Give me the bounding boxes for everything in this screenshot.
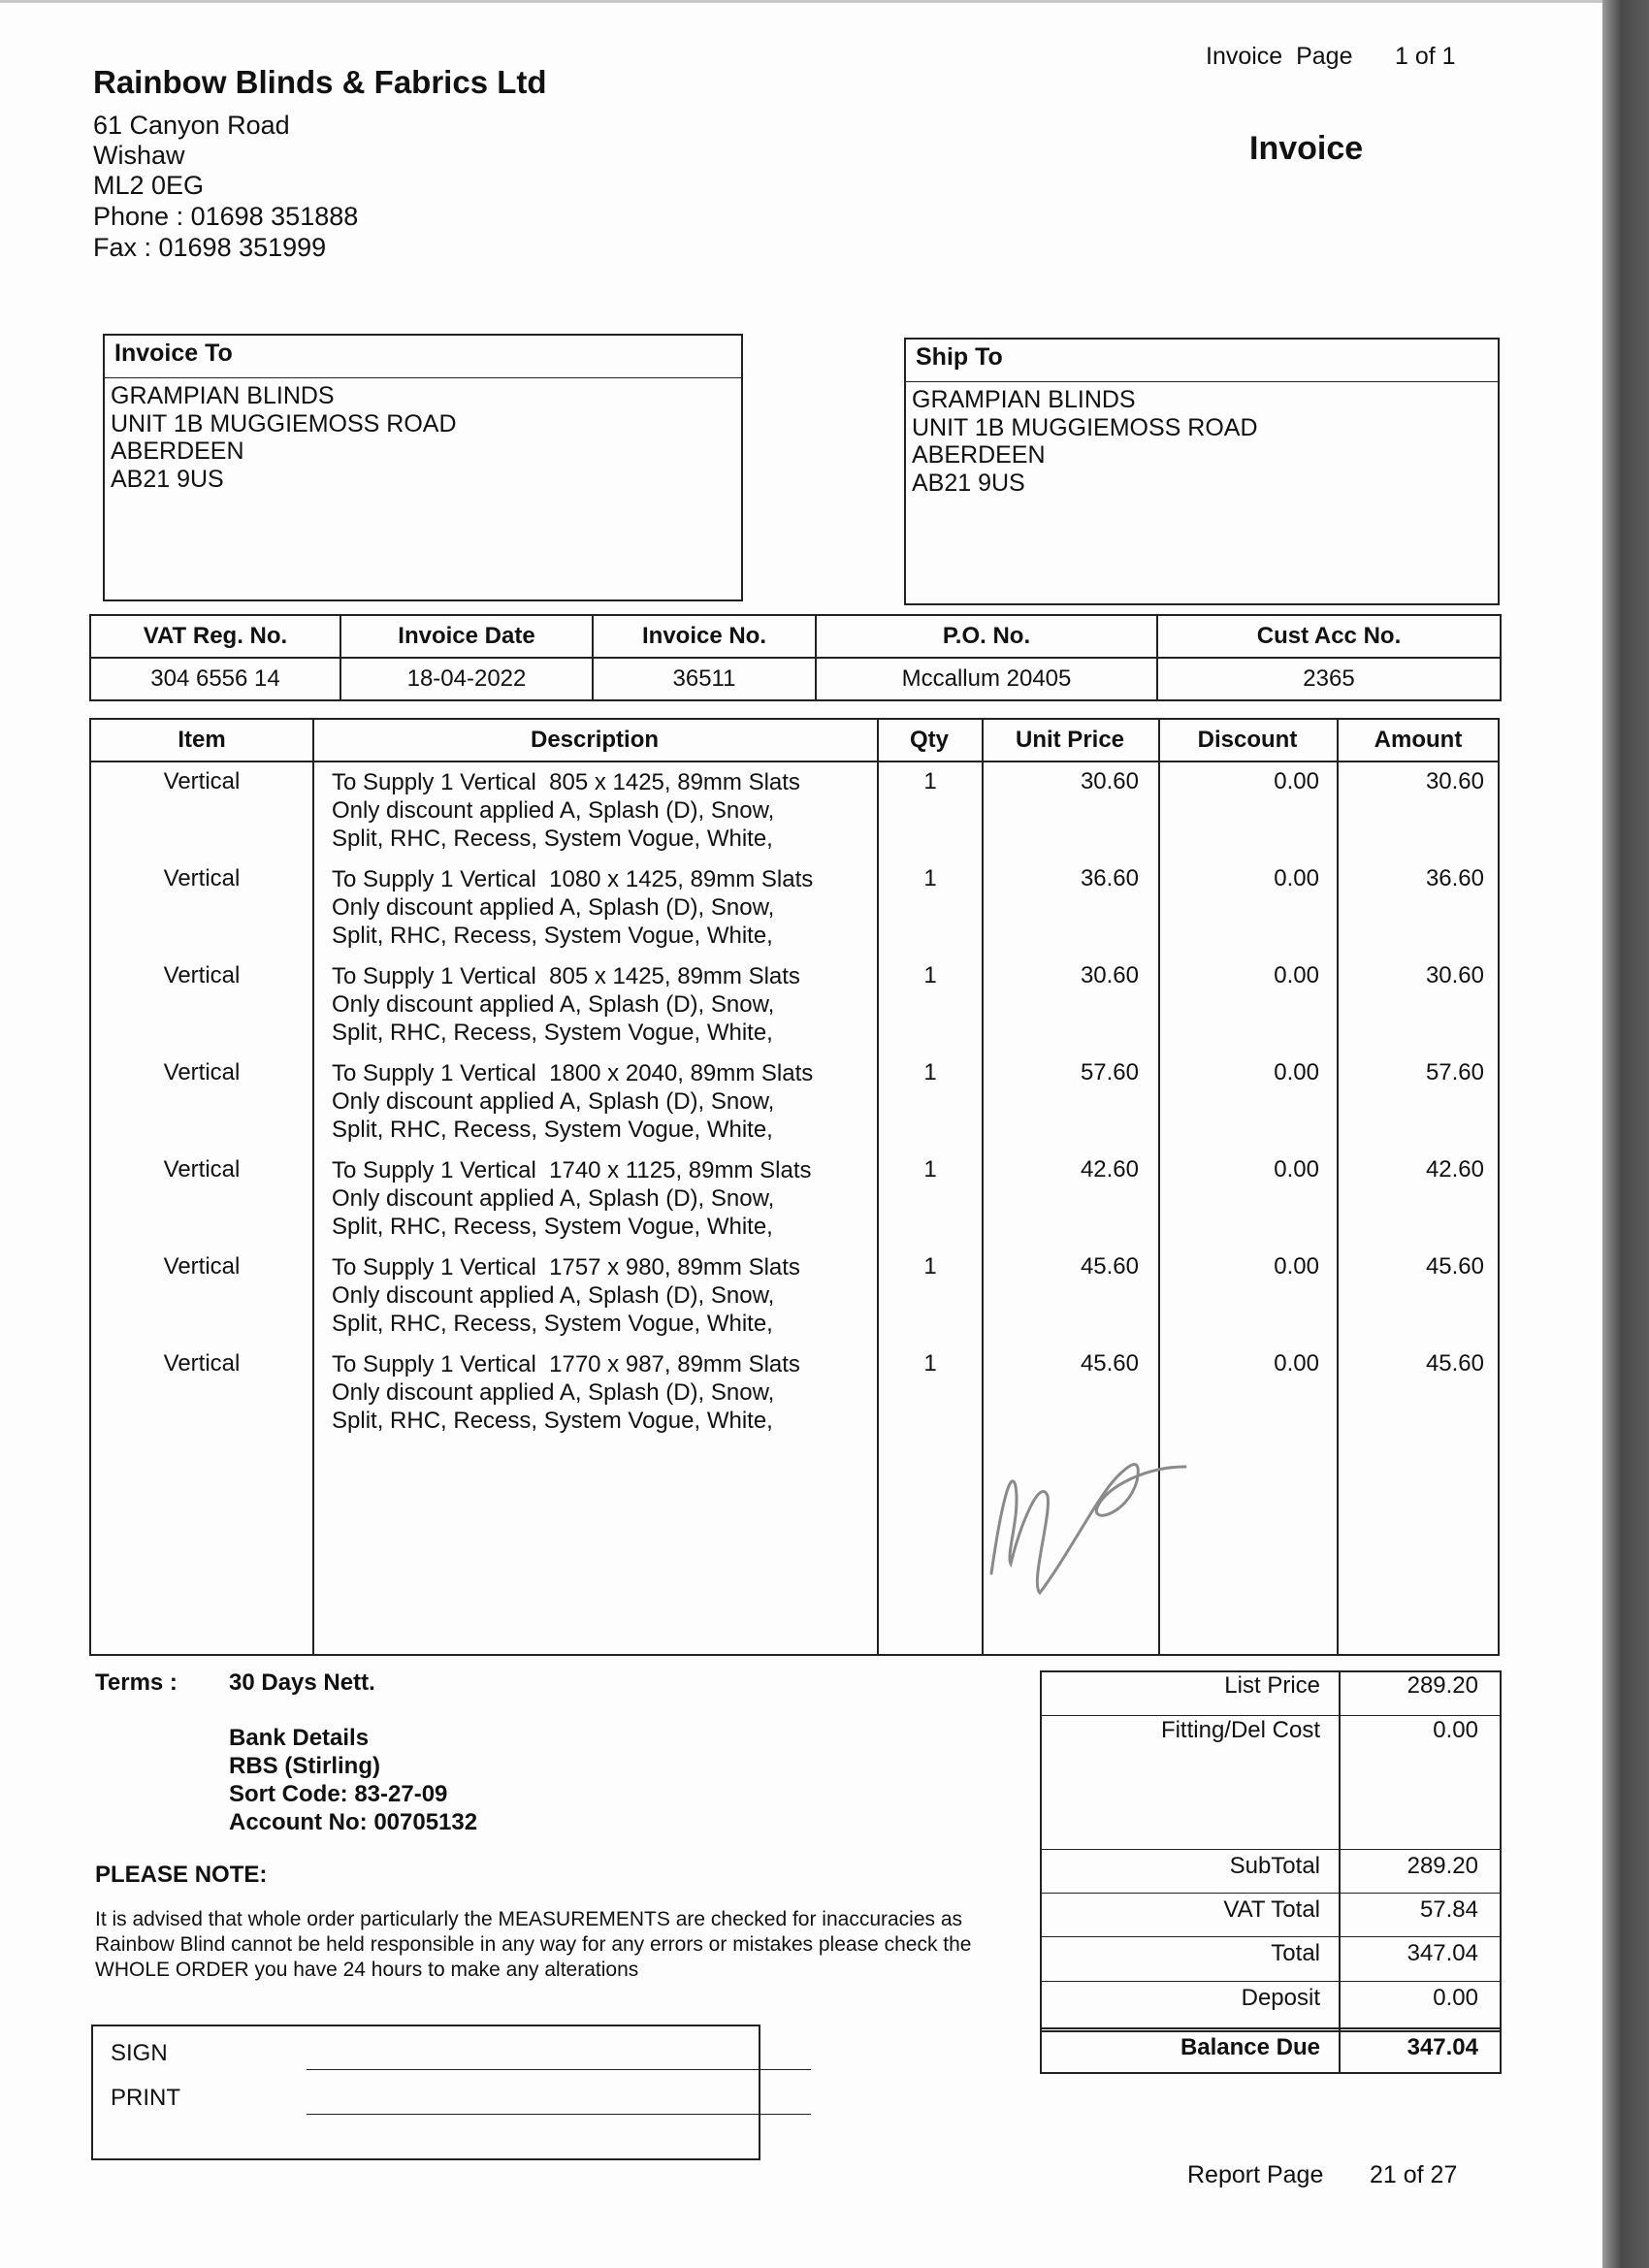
unit-price-cell: 57.60 xyxy=(1080,1059,1139,1085)
description-cell xyxy=(332,1350,885,1435)
invoice-meta-table xyxy=(89,614,1502,701)
company-address-line: 61 Canyon Road xyxy=(93,111,290,140)
invoice-to-heading: Invoice To xyxy=(105,336,741,378)
invoice-page-label: Invoice Page xyxy=(1206,43,1353,70)
table-row xyxy=(91,865,1498,962)
description-line: Only discount applied A, Splash (D), Snow, xyxy=(332,797,775,824)
item-cell: Vertical xyxy=(163,1350,241,1377)
report-page-number: 21 of 27 xyxy=(1370,2161,1458,2188)
description-cell xyxy=(332,1253,885,1338)
qty-cell: 1 xyxy=(923,865,937,891)
fitting-cost-label: Fitting/Del Cost xyxy=(1160,1717,1320,1743)
totals-divider xyxy=(1339,2029,1341,2072)
total-label: Total xyxy=(1271,1940,1320,1966)
totals-row-line xyxy=(1042,1893,1500,1894)
sign-label: SIGN xyxy=(111,2040,168,2066)
description-line: To Supply 1 Vertical 805 x 1425, 89mm Slats xyxy=(332,769,800,795)
description-line: Split, RHC, Recess, System Vogue, White, xyxy=(332,1020,773,1046)
unit-price-cell: 30.60 xyxy=(1080,962,1139,988)
document-title: Invoice xyxy=(1249,130,1364,167)
please-note-title: PLEASE NOTE: xyxy=(95,1862,268,1888)
qty-cell: 1 xyxy=(923,962,937,988)
description-line: To Supply 1 Vertical 1770 x 987, 89mm Slats xyxy=(332,1351,800,1377)
invoice-date-header: Invoice Date xyxy=(340,615,593,658)
ship-to-line: GRAMPIAN BLINDS xyxy=(912,386,1136,413)
terms-value: 30 Days Nett. xyxy=(229,1669,375,1696)
table-row xyxy=(91,768,1498,865)
report-page-label: Report Page xyxy=(1187,2161,1324,2188)
item-header: Item xyxy=(178,727,226,753)
subtotal-label: SubTotal xyxy=(1229,1853,1320,1879)
deposit-label: Deposit xyxy=(1241,1985,1320,2011)
balance-due-value: 347.04 xyxy=(1406,2034,1478,2060)
amount-cell: 30.60 xyxy=(1425,768,1484,794)
description-line: Split, RHC, Recess, System Vogue, White, xyxy=(332,1117,773,1143)
company-fax: Fax : 01698 351999 xyxy=(93,233,327,262)
company-phone: Phone : 01698 351888 xyxy=(93,202,359,231)
totals-row-line xyxy=(1042,1936,1500,1937)
description-line: Split, RHC, Recess, System Vogue, White, xyxy=(332,1214,773,1240)
discount-header: Discount xyxy=(1197,727,1298,753)
total-value: 347.04 xyxy=(1406,1940,1478,1966)
totals-box xyxy=(1040,1670,1502,2032)
list-price-label: List Price xyxy=(1224,1672,1320,1699)
vat-total-label: VAT Total xyxy=(1223,1896,1320,1923)
qty-cell: 1 xyxy=(923,1059,937,1085)
unit-price-cell: 36.60 xyxy=(1080,865,1139,891)
unit-price-cell: 30.60 xyxy=(1080,768,1139,794)
subtotal-value: 289.20 xyxy=(1406,1853,1478,1879)
qty-cell: 1 xyxy=(923,1350,937,1377)
amount-cell: 36.60 xyxy=(1425,865,1484,891)
description-line: Only discount applied A, Splash (D), Snow, xyxy=(332,1088,775,1115)
items-table xyxy=(89,718,1500,1656)
discount-cell: 0.00 xyxy=(1274,1156,1319,1183)
ship-to-line: AB21 9US xyxy=(912,469,1025,497)
invoice-to-line: GRAMPIAN BLINDS xyxy=(111,382,335,409)
description-cell xyxy=(332,768,885,853)
item-cell: Vertical xyxy=(163,768,241,794)
company-name: Rainbow Blinds & Fabrics Ltd xyxy=(93,64,547,100)
table-row xyxy=(91,1350,1498,1447)
print-line[interactable] xyxy=(307,2114,811,2115)
description-line: To Supply 1 Vertical 1080 x 1425, 89mm Slats xyxy=(332,866,814,892)
fitting-cost-value: 0.00 xyxy=(1433,1717,1478,1743)
unit-price-header: Unit Price xyxy=(1015,727,1125,753)
balance-due-box xyxy=(1040,2027,1502,2074)
account-number: Account No: 00705132 xyxy=(229,1809,478,1835)
description-line: Split, RHC, Recess, System Vogue, White, xyxy=(332,826,773,852)
signature-box xyxy=(91,2025,760,2160)
item-cell: Vertical xyxy=(163,865,241,891)
bank-name: RBS (Stirling) xyxy=(229,1753,380,1779)
list-price-value: 289.20 xyxy=(1406,1672,1478,1699)
description-line: Split, RHC, Recess, System Vogue, White, xyxy=(332,1408,773,1434)
description-line: To Supply 1 Vertical 805 x 1425, 89mm Slats xyxy=(332,963,800,989)
vat-total-value: 57.84 xyxy=(1419,1896,1478,1923)
company-address-line: Wishaw xyxy=(93,141,185,170)
description-line: Split, RHC, Recess, System Vogue, White, xyxy=(332,923,773,949)
item-cell: Vertical xyxy=(163,1253,241,1280)
discount-cell: 0.00 xyxy=(1274,1253,1319,1280)
ship-to-box xyxy=(904,338,1500,605)
header-divider xyxy=(91,761,1498,762)
deposit-value: 0.00 xyxy=(1433,1985,1478,2011)
vat-reg-header: VAT Reg. No. xyxy=(90,615,340,658)
item-cell: Vertical xyxy=(163,1156,241,1183)
table-row xyxy=(91,1253,1498,1350)
cust-acc-value: 2365 xyxy=(1157,658,1501,700)
po-no-header: P.O. No. xyxy=(816,615,1157,658)
qty-header: Qty xyxy=(909,727,949,753)
unit-price-cell: 45.60 xyxy=(1080,1350,1139,1377)
invoice-no-value: 36511 xyxy=(593,658,816,700)
ship-to-heading: Ship To xyxy=(906,340,1498,382)
qty-cell: 1 xyxy=(923,768,937,794)
table-row xyxy=(91,1059,1498,1156)
description-line: Only discount applied A, Splash (D), Snow, xyxy=(332,1379,775,1406)
description-cell xyxy=(332,962,885,1047)
amount-cell: 30.60 xyxy=(1425,962,1484,988)
please-note-text: It is advised that whole order particularly the MEASUREMENTS are checked for inaccuracies as Rainbow Blind cannot be held responsible in any way for any errors or mistakes please check the WHOLE ORDER you have 24 hours to make any alterations xyxy=(95,1908,972,1981)
description-line: Only discount applied A, Splash (D), Snow, xyxy=(332,991,775,1018)
print-label: PRINT xyxy=(111,2085,180,2111)
unit-price-cell: 42.60 xyxy=(1080,1156,1139,1183)
description-line: To Supply 1 Vertical 1740 x 1125, 89mm Slats xyxy=(332,1157,812,1183)
scan-border-right xyxy=(1602,0,1649,2268)
table-row xyxy=(91,962,1498,1059)
cust-acc-header: Cust Acc No. xyxy=(1157,615,1501,658)
description-line: Only discount applied A, Splash (D), Snow, xyxy=(332,1282,775,1309)
ship-to-line: UNIT 1B MUGGIEMOSS ROAD xyxy=(912,413,1258,441)
invoice-date-value: 18-04-2022 xyxy=(340,658,593,700)
qty-cell: 1 xyxy=(923,1253,937,1280)
amount-cell: 45.60 xyxy=(1425,1253,1484,1280)
totals-row-line xyxy=(1042,1715,1500,1716)
description-header: Description xyxy=(530,727,660,753)
item-cell: Vertical xyxy=(163,962,241,988)
description-line: Split, RHC, Recess, System Vogue, White, xyxy=(332,1311,773,1337)
amount-cell: 57.60 xyxy=(1425,1059,1484,1085)
description-line: Only discount applied A, Splash (D), Snow, xyxy=(332,894,775,921)
invoice-to-line: AB21 9US xyxy=(111,465,224,493)
invoice-to-line: UNIT 1B MUGGIEMOSS ROAD xyxy=(111,409,457,437)
description-cell xyxy=(332,865,885,950)
balance-due-label: Balance Due xyxy=(1180,2034,1320,2060)
table-row xyxy=(91,1156,1498,1253)
amount-cell: 42.60 xyxy=(1425,1156,1484,1183)
totals-row-line xyxy=(1042,1981,1500,1982)
description-cell xyxy=(332,1059,885,1144)
pencil-scribble xyxy=(962,1389,1214,1632)
totals-divider xyxy=(1339,1672,1341,2030)
ship-to-line: ABERDEEN xyxy=(912,441,1046,469)
totals-row-line xyxy=(1042,1849,1500,1850)
description-cell xyxy=(332,1156,885,1241)
bank-details-heading: Bank Details xyxy=(229,1725,370,1751)
company-address-line: ML2 0EG xyxy=(93,171,205,200)
invoice-page-number: 1 of 1 xyxy=(1395,43,1456,70)
description-line: To Supply 1 Vertical 1800 x 2040, 89mm Slats xyxy=(332,1060,814,1086)
vat-reg-value: 304 6556 14 xyxy=(90,658,340,700)
description-line: Only discount applied A, Splash (D), Snow, xyxy=(332,1185,775,1212)
po-no-value: Mccallum 20405 xyxy=(816,658,1157,700)
amount-cell: 45.60 xyxy=(1425,1350,1484,1377)
terms-label: Terms : xyxy=(95,1669,178,1696)
amount-header: Amount xyxy=(1374,727,1463,753)
invoice-to-line: ABERDEEN xyxy=(111,437,244,465)
discount-cell: 0.00 xyxy=(1274,1059,1319,1085)
item-cell: Vertical xyxy=(163,1059,241,1085)
sign-line[interactable] xyxy=(307,2069,811,2070)
sort-code: Sort Code: 83-27-09 xyxy=(229,1781,448,1807)
unit-price-cell: 45.60 xyxy=(1080,1253,1139,1280)
discount-cell: 0.00 xyxy=(1274,768,1319,794)
discount-cell: 0.00 xyxy=(1274,865,1319,891)
discount-cell: 0.00 xyxy=(1274,1350,1319,1377)
qty-cell: 1 xyxy=(923,1156,937,1183)
invoice-to-box xyxy=(103,334,743,601)
description-line: To Supply 1 Vertical 1757 x 980, 89mm Slats xyxy=(332,1254,800,1280)
scan-border-top xyxy=(0,0,1602,3)
invoice-no-header: Invoice No. xyxy=(593,615,816,658)
discount-cell: 0.00 xyxy=(1274,962,1319,988)
